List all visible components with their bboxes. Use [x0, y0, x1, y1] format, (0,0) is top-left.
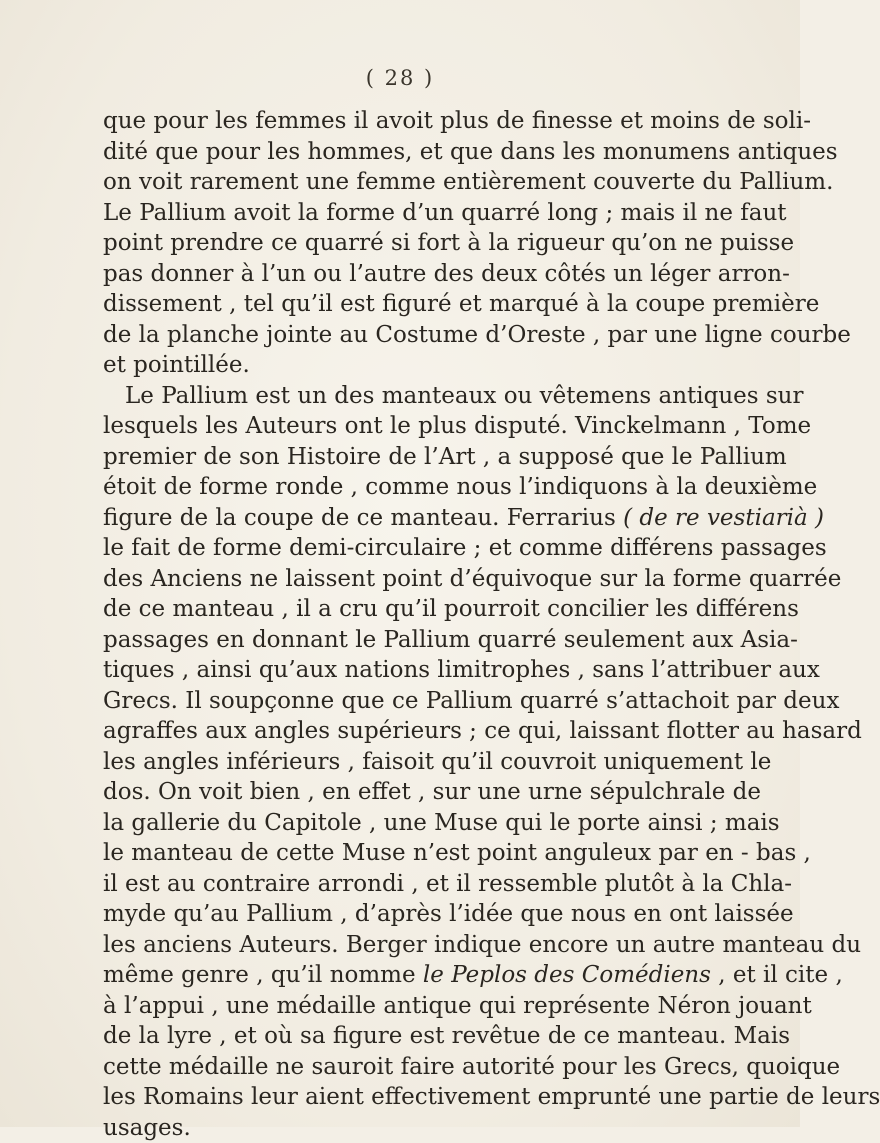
text-line: des Anciens ne laissent point d’équivoque sur la forme quarrée: [103, 564, 715, 595]
page-number: ( 28 ): [0, 66, 800, 90]
text-line: cette médaille ne sauroit faire autorité pour les Grecs, quoique: [103, 1052, 715, 1083]
text-line: la gallerie du Capitole , une Muse qui le porte ainsi ; mais: [103, 808, 715, 839]
text-line: les angles inférieurs , faisoit qu’il couvroit uniquement le: [103, 747, 715, 778]
text-line: [103, 503, 715, 534]
text-segment: même genre , qu’il nomme: [103, 962, 423, 988]
text-line: myde qu’au Pallium , d’après l’idée que nous en ont laissée: [103, 899, 715, 930]
text-line: il est au contraire arrondi , et il ressemble plutôt à la Chla-: [103, 869, 715, 900]
text-line: usages.: [103, 1113, 715, 1143]
text-line: Le Pallium avoit la forme d’un quarré long ; mais il ne faut: [103, 198, 715, 229]
text-line: on voit rarement une femme entièrement couverte du Pallium.: [103, 167, 715, 198]
text-segment: figure de la coupe de ce manteau. Ferrarius: [103, 505, 623, 531]
text-line: [103, 960, 715, 991]
text-line: dissement , tel qu’il est figuré et marqué à la coupe première: [103, 289, 715, 320]
text-line: tiques , ainsi qu’aux nations limitrophes , sans l’attribuer aux: [103, 655, 715, 686]
text-line: premier de son Histoire de l’Art , a supposé que le Pallium: [103, 442, 715, 473]
text-line: à l’appui , une médaille antique qui représente Néron jouant: [103, 991, 715, 1022]
body-text: [103, 106, 715, 1143]
text-line: étoit de forme ronde , comme nous l’indiquons à la deuxième: [103, 472, 715, 503]
text-line: dos. On voit bien , en effet , sur une urne sépulchrale de: [103, 777, 715, 808]
text-line: agraffes aux angles supérieurs ; ce qui, laissant flotter au hasard: [103, 716, 715, 747]
text-line: passages en donnant le Pallium quarré seulement aux Asia-: [103, 625, 715, 656]
text-line: et pointillée.: [103, 350, 715, 381]
text-line: de la lyre , et où sa figure est revêtue de ce manteau. Mais: [103, 1021, 715, 1052]
text-line: lesquels les Auteurs ont le plus disputé. Vinckelmann , Tome: [103, 411, 715, 442]
text-line: Grecs. Il soupçonne que ce Pallium quarré s’attachoit par deux: [103, 686, 715, 717]
text-line: dité que pour les hommes, et que dans les monumens antiques: [103, 137, 715, 168]
text-line: pas donner à l’un ou l’autre des deux côtés un léger arron-: [103, 259, 715, 290]
text-line: les Romains leur aient effectivement emprunté une partie de leurs: [103, 1082, 715, 1113]
paragraph-2: [103, 381, 715, 1143]
italic-reference: ( de re vestiarià ): [623, 505, 824, 531]
text-segment: , et il cite ,: [711, 962, 843, 988]
italic-title: le Peplos des Comédiens: [423, 962, 711, 988]
text-line: Le Pallium est un des manteaux ou vêtemens antiques sur: [103, 381, 715, 412]
text-line: point prendre ce quarré si fort à la rigueur qu’on ne puisse: [103, 228, 715, 259]
text-line: le manteau de cette Muse n’est point anguleux par en - bas ,: [103, 838, 715, 869]
text-line: de la planche jointe au Costume d’Oreste , par une ligne courbe: [103, 320, 715, 351]
text-line: le fait de forme demi-circulaire ; et comme différens passages: [103, 533, 715, 564]
text-line: de ce manteau , il a cru qu’il pourroit concilier les différens: [103, 594, 715, 625]
paragraph-1: [103, 106, 715, 381]
text-line: les anciens Auteurs. Berger indique encore un autre manteau du: [103, 930, 715, 961]
text-line: que pour les femmes il avoit plus de finesse et moins de soli-: [103, 106, 715, 137]
